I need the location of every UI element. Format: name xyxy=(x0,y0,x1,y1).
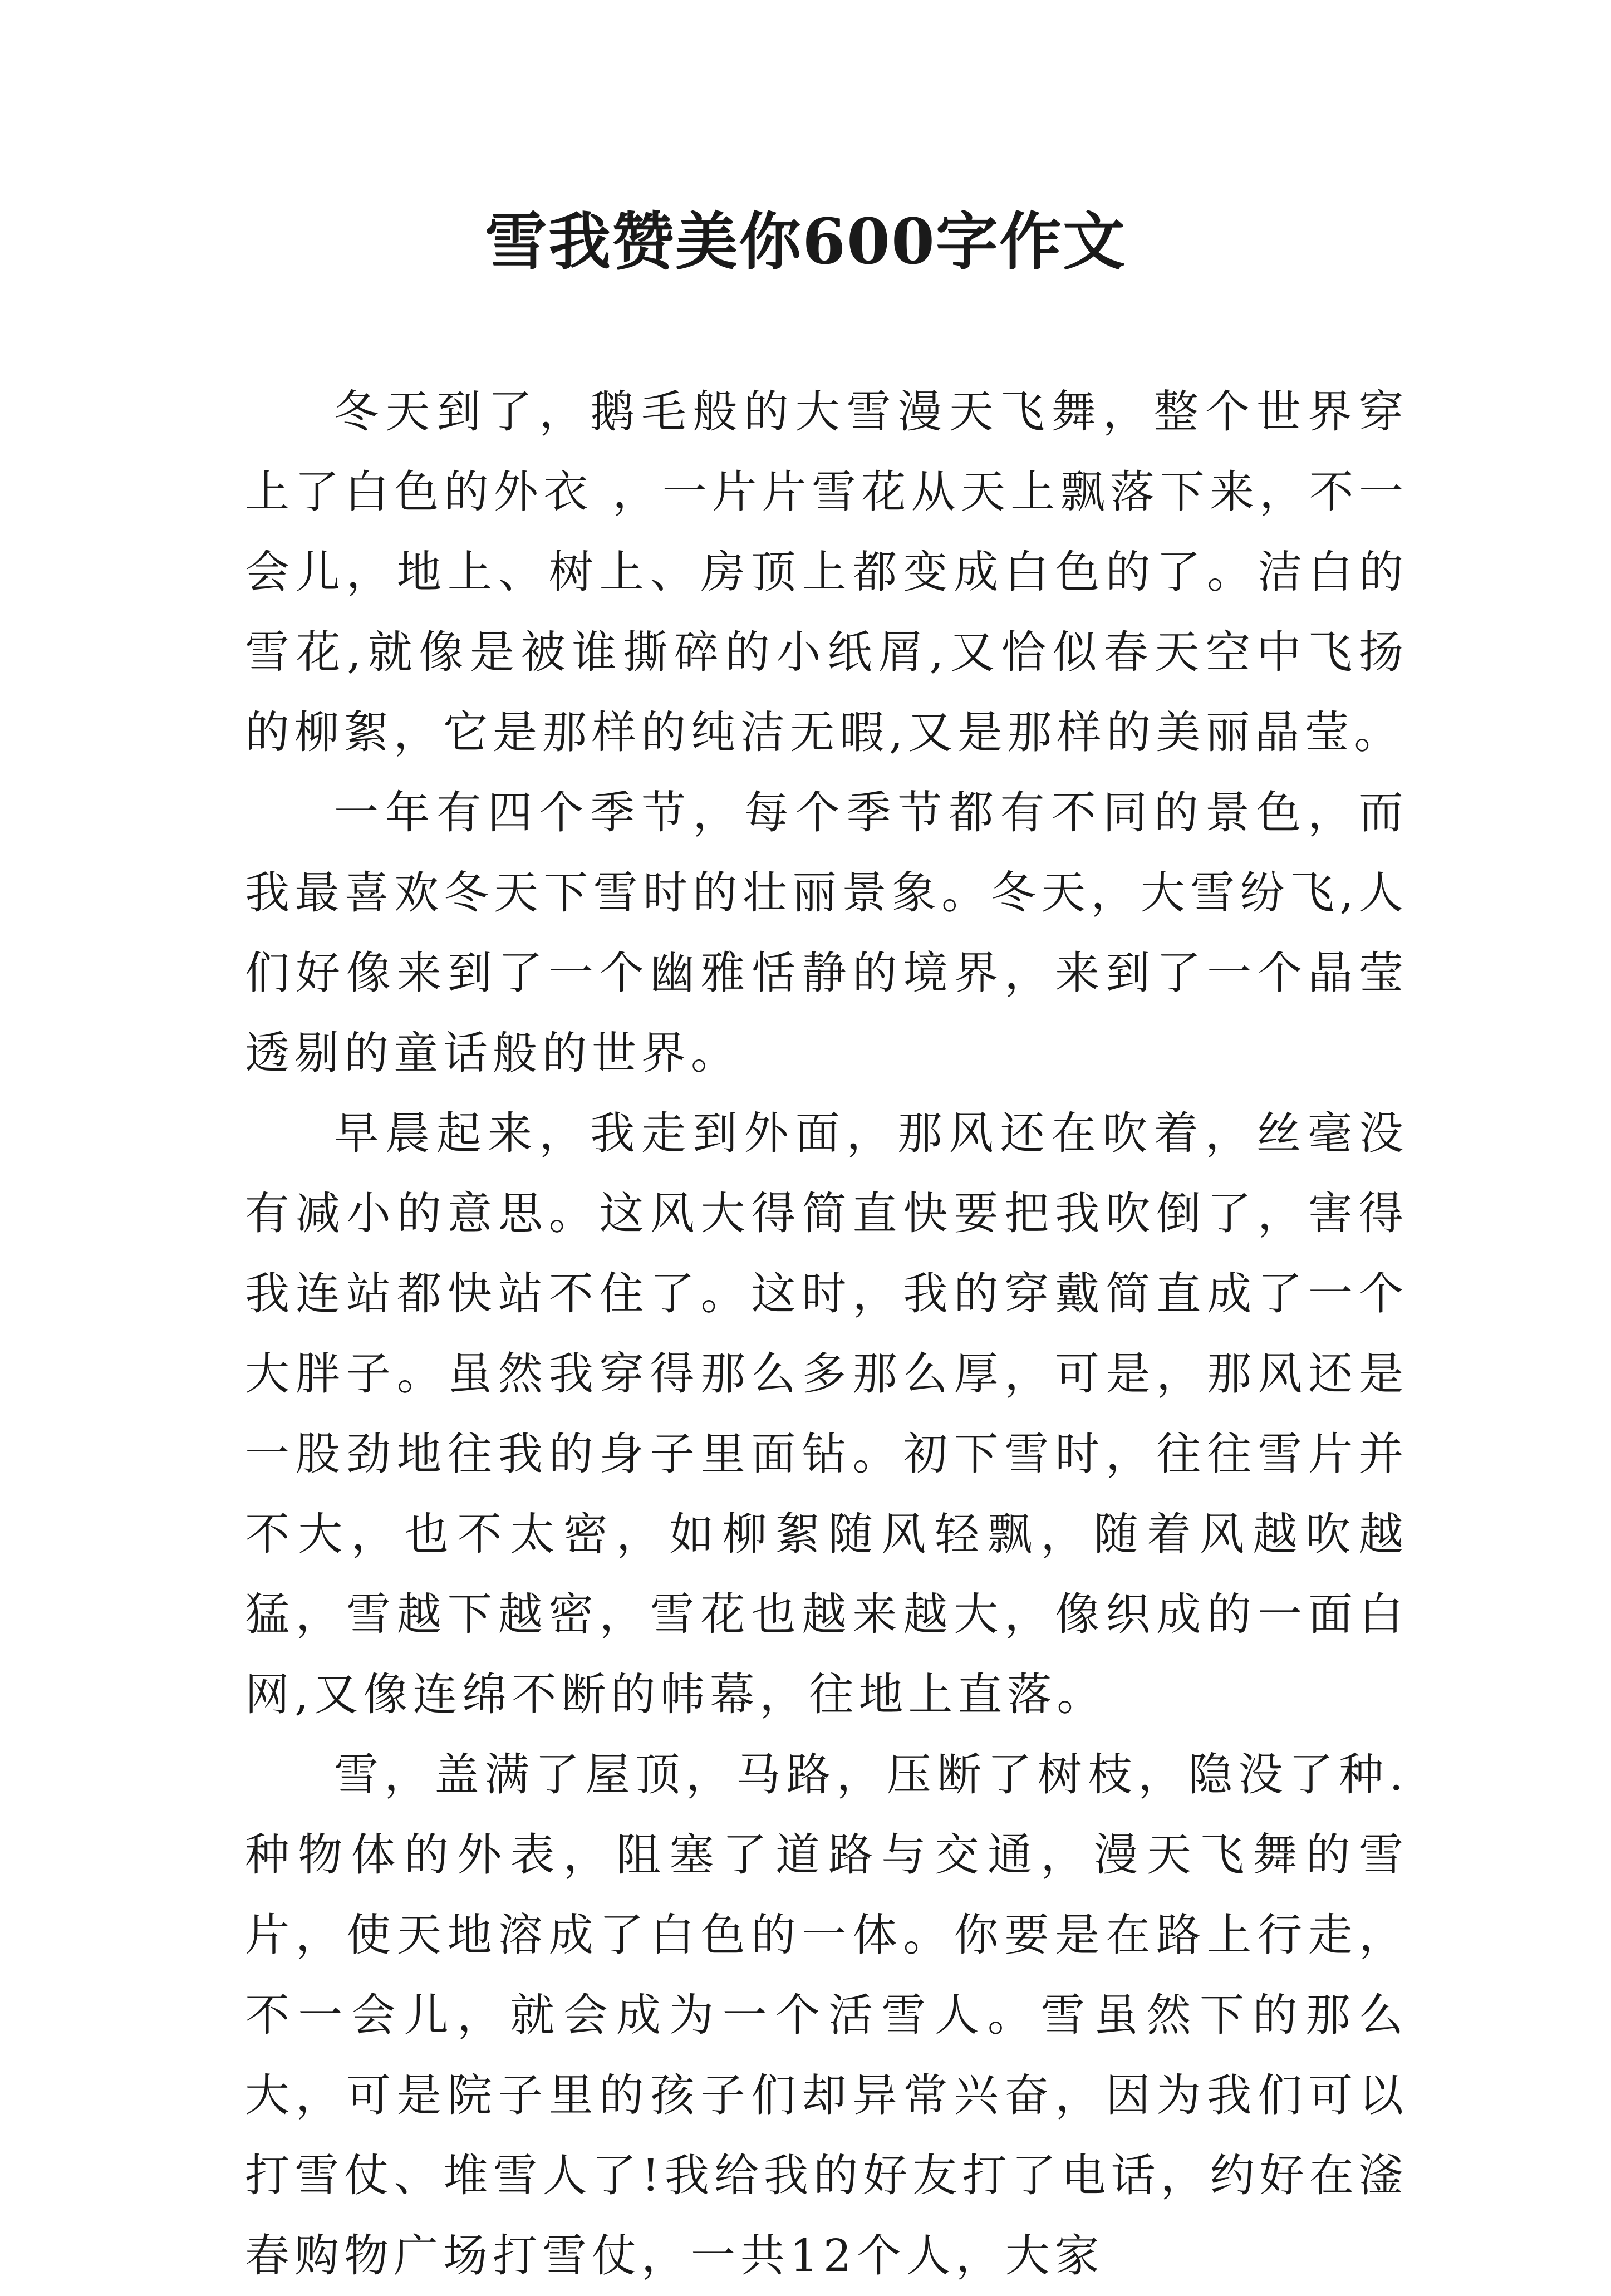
document-body xyxy=(245,372,1408,2296)
paragraph-1: 冬天到了，鹅毛般的大雪漫天飞舞，整个世界穿上了白色的外衣 ，一片片雪花从天上飘落下来，不一会儿，地上、树上、房顶上都变成白色的了。洁白的雪花,就像是被谁撕碎的小纸屑,又恰似春天空中飞扬的柳絮，它是那样的纯洁无暇,又是那样的美丽晶莹。 xyxy=(245,386,1408,758)
paragraph-4: 雪，盖满了屋顶，马路，压断了树枝，隐没了种.种物体的外表，阻塞了道路与交通，漫天飞舞的雪片，使天地溶成了白色的一体。你要是在路上行走，不一会儿，就会成为一个活雪人。雪虽然下的那么大，可是院子里的孩子们却异常兴奋，因为我们可以打雪仗、堆雪人了!我给我的好友打了电话，约好在滏春购物广场打雪仗，一共12个人，大家 xyxy=(245,1749,1408,2282)
paragraph-2: 一年有四个季节，每个季节都有不同的景色，而我最喜欢冬天下雪时的壮丽景象。冬天，大雪纷飞,人们好像来到了一个幽雅恬静的境界，来到了一个晶莹透剔的童话般的世界。 xyxy=(245,787,1408,1079)
document-title: 雪我赞美你600字作文 xyxy=(485,205,1126,278)
paragraph-3: 早晨起来，我走到外面，那风还在吹着，丝毫没有减小的意思。这风大得简直快要把我吹倒了，害得我连站都快站不住了。这时，我的穿戴简直成了一个大胖子。虽然我穿得那么多那么厚，可是，那风还是一股劲地往我的身子里面钻。初下雪时，往往雪片并不大，也不太密，如柳絮随风轻飘，随着风越吹越猛，雪越下越密，雪花也越来越大，像织成的一面白网,又像连绵不断的帏幕，往地上直落。 xyxy=(245,1107,1408,1720)
